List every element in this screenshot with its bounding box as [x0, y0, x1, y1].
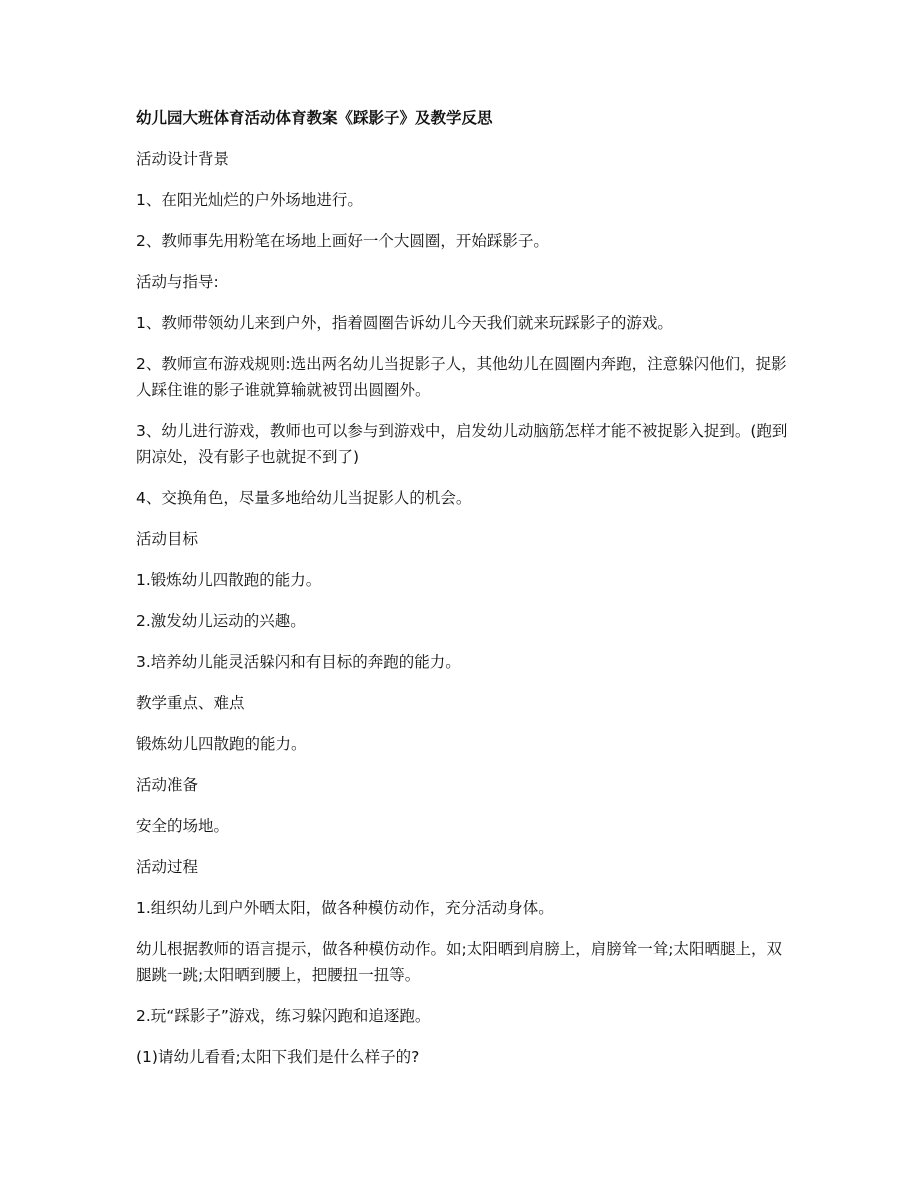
document-page	[136, 105, 796, 1085]
paragraph: 2.激发幼儿运动的兴趣。	[136, 612, 306, 630]
document-title: 幼儿园大班体育活动体育教案《踩影子》及教学反思	[136, 109, 493, 127]
heading-background: 活动设计背景	[136, 150, 230, 168]
heading-process: 活动过程	[136, 858, 199, 876]
paragraph: (1)请幼儿看看;太阳下我们是什么样子的?	[136, 1048, 420, 1066]
paragraph: 锻炼幼儿四散跑的能力。	[136, 735, 307, 753]
paragraph: 2、教师事先用粉笔在场地上画好一个大圆圈，开始踩影子。	[136, 232, 549, 250]
heading-guidance: 活动与指导:	[136, 273, 219, 291]
paragraph: 2、教师宣布游戏规则:选出两名幼儿当捉影子人，其他幼儿在圆圈内奔跑，注意躲闪他们，捉影人踩住谁的影子谁就算输就被罚出圆圈外。	[136, 355, 787, 399]
paragraph: 1、教师带领幼儿来到户外，指着圆圈告诉幼儿今天我们就来玩踩影子的游戏。	[136, 314, 673, 332]
paragraph: 1.组织幼儿到户外晒太阳，做各种模仿动作，充分活动身体。	[136, 899, 554, 917]
paragraph: 幼儿根据教师的语言提示，做各种模仿动作。如;太阳晒到肩膀上，肩膀耸一耸;太阳晒腿上，双腿跳一跳;太阳晒到腰上，把腰扭一扭等。	[136, 940, 782, 984]
heading-preparation: 活动准备	[136, 776, 199, 794]
paragraph: 1.锻炼幼儿四散跑的能力。	[136, 571, 322, 589]
paragraph: 1、在阳光灿烂的户外场地进行。	[136, 191, 363, 209]
paragraph: 3.培养幼儿能灵活躲闪和有目标的奔跑的能力。	[136, 653, 461, 671]
paragraph: 安全的场地。	[136, 817, 230, 835]
paragraph: 4、交换角色，尽量多地给幼儿当捉影人的机会。	[136, 489, 472, 507]
paragraph: 2.玩“踩影子”游戏，练习躲闪跑和追逐跑。	[136, 1007, 431, 1025]
heading-key-points: 教学重点、难点	[136, 694, 245, 712]
heading-goals: 活动目标	[136, 530, 199, 548]
paragraph: 3、幼儿进行游戏，教师也可以参与到游戏中，启发幼儿动脑筋怎样才能不被捉影入捉到。(跑到阴凉处，没有影子也就捉不到了)	[136, 422, 788, 466]
